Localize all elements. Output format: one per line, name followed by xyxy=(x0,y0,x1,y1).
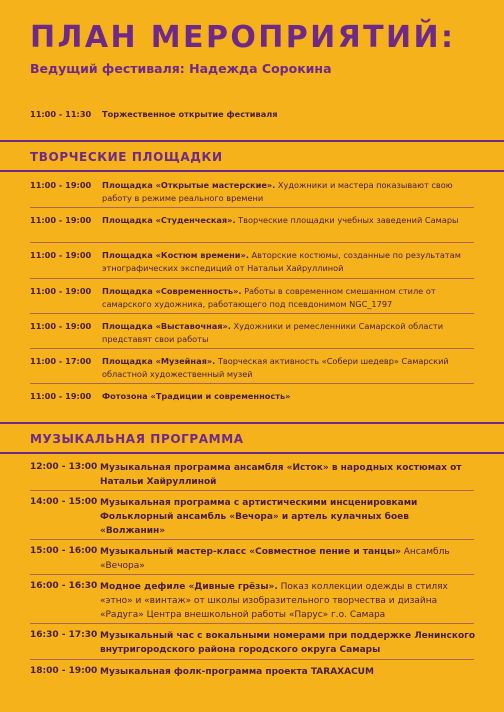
music-item-desc: Музыкальная программа ансамбля «Исток» в народных костюмах от Натальи Хайруллиной xyxy=(100,463,462,487)
creative-item-time: 11:00 - 17:00 xyxy=(30,356,92,366)
creative-item-desc: Площадка «Открытые мастерские». Художники и мастера показывают свою работу в режиме реального времени xyxy=(102,180,453,203)
creative-item xyxy=(30,179,476,205)
creative-item xyxy=(30,390,476,403)
creative-item xyxy=(30,320,476,346)
creative-top-line xyxy=(0,140,504,142)
music-item-time: 12:00 - 13:00 xyxy=(30,462,98,472)
divider xyxy=(30,313,474,314)
creative-item-desc: Площадка «Современность». Работы в современном смешанном стиле от самарского художника, работающего под псевдонимом NGC_1797 xyxy=(102,286,436,309)
music-item-time: 15:00 - 16:00 xyxy=(30,546,98,556)
divider xyxy=(30,242,474,243)
creative-item xyxy=(30,214,476,227)
music-item xyxy=(30,580,476,622)
divider xyxy=(30,278,474,279)
music-item xyxy=(30,665,476,679)
music-item xyxy=(30,629,476,657)
music-item xyxy=(30,496,476,538)
creative-item-time: 11:00 - 19:00 xyxy=(30,215,92,225)
creative-item xyxy=(30,285,476,311)
creative-item-time: 11:00 - 19:00 xyxy=(30,391,92,401)
music-item-time: 16:30 - 17:30 xyxy=(30,630,98,640)
music-item-time: 18:00 - 19:00 xyxy=(30,666,98,676)
creative-item-desc: Площадка «Студенческая». Творческие площадки учебных заведений Самары xyxy=(102,215,459,225)
creative-item-time: 11:00 - 19:00 xyxy=(30,250,92,260)
music-item-time: 14:00 - 15:00 xyxy=(30,497,98,507)
page-title: ПЛАН МЕРОПРИЯТИЙ: xyxy=(30,20,456,55)
creative-item-time: 11:00 - 19:00 xyxy=(30,286,92,296)
divider xyxy=(30,348,474,349)
creative-item-desc: Площадка «Музейная». Творческая активность «Собери шедевр» Самарский областной художественный музей xyxy=(102,356,449,379)
music-item xyxy=(30,545,476,573)
creative-heading: ТВОРЧЕСКИЕ ПЛОЩАДКИ xyxy=(30,150,223,164)
divider xyxy=(30,574,474,575)
creative-item xyxy=(30,249,476,275)
creative-item-desc: Площадка «Выставочная». Художники и ремесленники Самарской области представят свои работы xyxy=(102,321,444,344)
page-subtitle: Ведущий фестиваля: Надежда Сорокина xyxy=(30,61,332,76)
music-item-time: 16:00 - 16:30 xyxy=(30,581,98,591)
creative-item-time: 11:00 - 19:00 xyxy=(30,180,92,190)
divider xyxy=(30,623,474,624)
music-item-desc: Музыкальная фолк-программа проекта TARAXACUM xyxy=(100,667,374,677)
opening-time: 11:00 - 11:30 xyxy=(30,109,92,119)
creative-item-time: 11:00 - 19:00 xyxy=(30,321,92,331)
divider xyxy=(30,490,474,491)
music-item xyxy=(30,461,476,489)
opening-text: Торжественное открытие фестиваля xyxy=(102,109,278,119)
creative-item-desc: Фотозона «Традиции и современность» xyxy=(102,391,291,401)
music-bottom-line xyxy=(0,452,504,454)
music-heading: МУЗЫКАЛЬНАЯ ПРОГРАММА xyxy=(30,432,244,446)
divider xyxy=(30,207,474,208)
creative-item-desc: Площадка «Костюм времени». Авторские костюмы, созданные по результатам этнографических экспедиций от Натальи Хайруллиной xyxy=(102,250,461,273)
music-top-line xyxy=(0,422,504,424)
creative-bottom-line xyxy=(0,170,504,172)
music-item-desc: Музыкальный мастер-класс «Совместное пение и танцы» Ансамбль «Вечора» xyxy=(100,547,450,571)
music-item-desc: Модное дефиле «Дивные грёзы». Показ коллекции одежды в стилях «этно» и «винтаж» от школы изобразительного творчества и дизайна «Радуга» Центра внешкольной работы «Парус» г.о. Самара xyxy=(100,582,448,620)
creative-item xyxy=(30,355,476,381)
music-item-desc: Музыкальный час с вокальными номерами при поддержке Ленинского внутригородского района городского округа Самары xyxy=(100,631,476,655)
divider xyxy=(30,383,474,384)
music-item-desc: Музыкальная программа с артистическими инсценировками Фольклорный ансамбль «Вечора» и артель кулачных боев «Волжанин» xyxy=(100,498,418,536)
opening-row xyxy=(30,108,476,121)
divider xyxy=(30,539,474,540)
divider xyxy=(30,659,474,660)
